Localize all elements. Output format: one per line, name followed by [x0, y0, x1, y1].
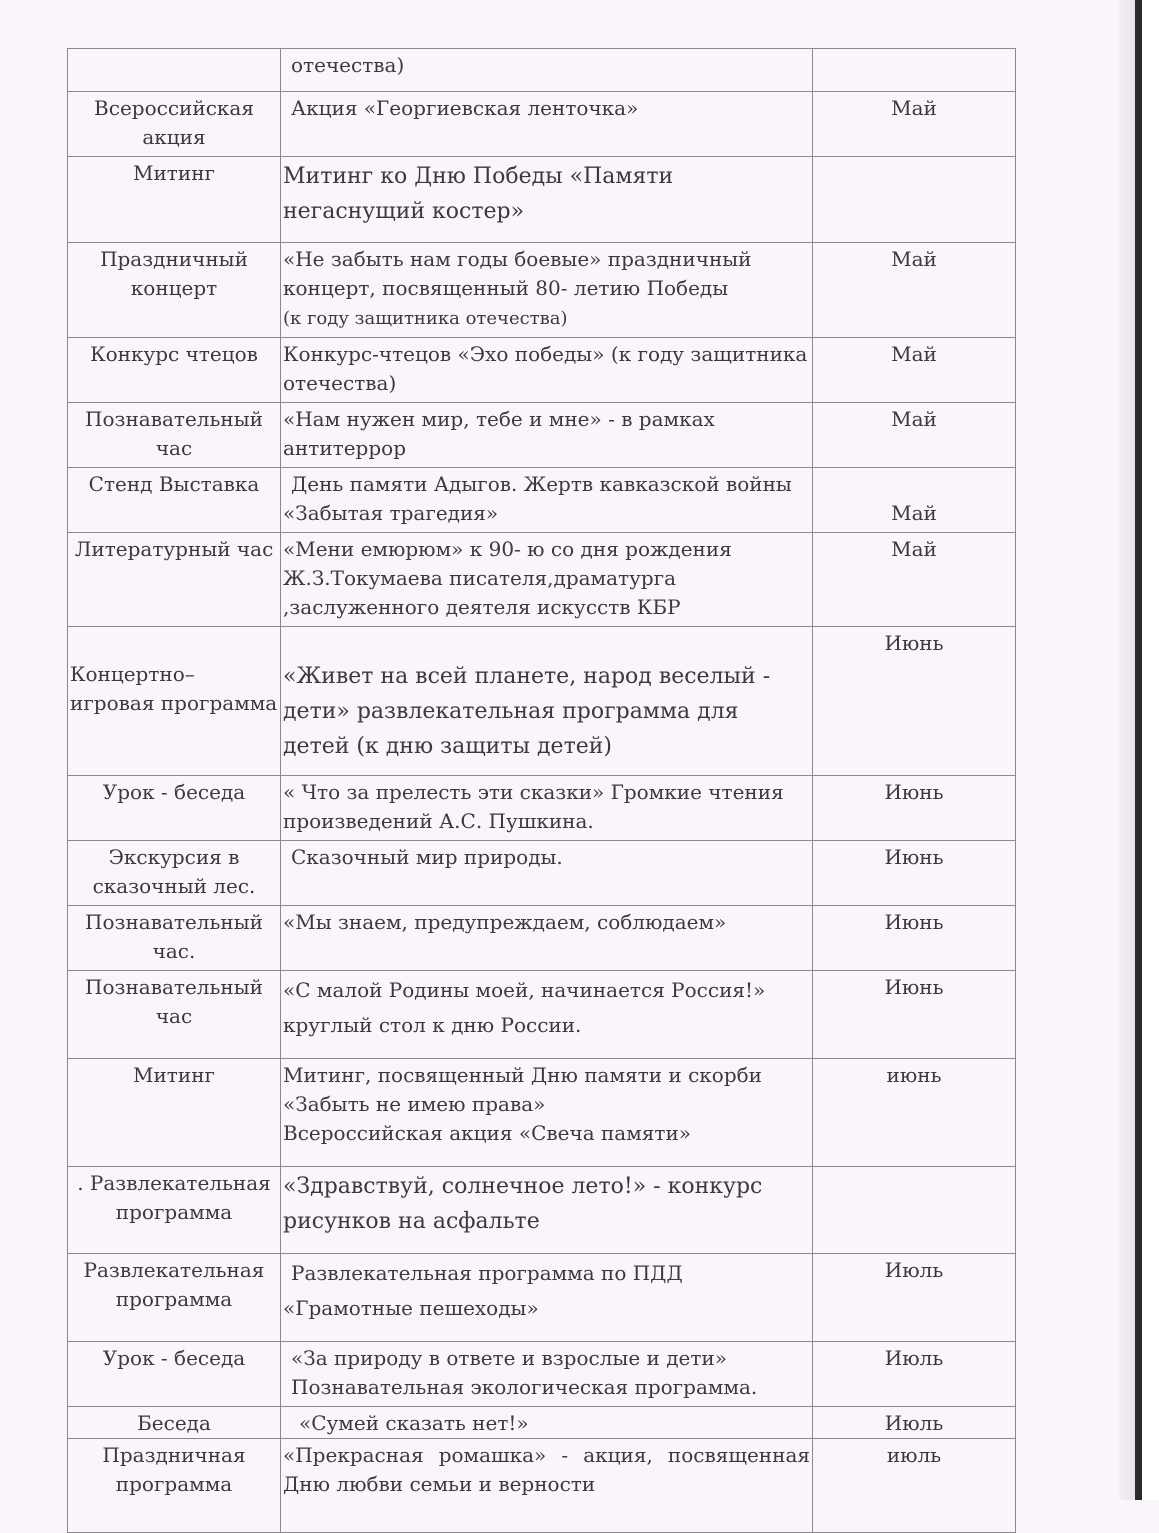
table-row: [68, 243, 1016, 338]
event-title-cell: День памяти Адыгов. Жертв кавказской войны «Забытая трагедия»: [281, 468, 813, 533]
event-date-cell: Май: [813, 92, 1016, 157]
event-title-cell: «Прекрасная ромашка» - акция, посвященная Дню любви семьи и верности: [281, 1439, 813, 1533]
event-title-cell: Конкурс-чтецов «Эхо победы» (к году защитника отечества): [281, 338, 813, 403]
table-row: [68, 1342, 1016, 1407]
table-row: [68, 92, 1016, 157]
event-type-cell: Праздничный концерт: [68, 243, 281, 338]
event-title-cell: «Сумей сказать нет!»: [281, 1407, 813, 1439]
page-edge: [1119, 0, 1159, 1500]
event-title-cell: «Живет на всей планете, народ веселый - дети» развлекательная программа для детей (к дню защиты детей): [281, 627, 813, 776]
event-type-cell: Беседа: [68, 1407, 281, 1439]
table-row: [68, 1439, 1016, 1533]
event-title-cell: Митинг, посвященный Дню памяти и скорби «Забыть не имею права» Всероссийская акция «Свеча памяти»: [281, 1059, 813, 1167]
event-date-cell: Июль: [813, 1342, 1016, 1407]
event-title-cell: «Здравствуй, солнечное лето!» - конкурс рисунков на асфальте: [281, 1167, 813, 1254]
event-title-cell: отечества): [281, 49, 813, 92]
table-row: [68, 468, 1016, 533]
events-table: [67, 48, 1016, 1533]
event-date-cell: Май: [813, 243, 1016, 338]
event-type-cell: Концертно–игровая программа: [68, 627, 281, 776]
event-date-cell: Май: [813, 468, 1016, 533]
table-row: [68, 1407, 1016, 1439]
event-date-cell: Июнь: [813, 971, 1016, 1059]
event-type-cell: Познавательный час.: [68, 906, 281, 971]
event-date-cell: [813, 157, 1016, 243]
table-row: [68, 403, 1016, 468]
event-type-cell: Развлекательная программа: [68, 1254, 281, 1342]
table-row: [68, 338, 1016, 403]
table-row: [68, 776, 1016, 841]
table-row: [68, 49, 1016, 92]
event-title-cell: «Мы знаем, предупреждаем, соблюдаем»: [281, 906, 813, 971]
event-title-cell: «Не забыть нам годы боевые» праздничный концерт, посвященный 80- летию Победы (к году защитника отечества): [281, 243, 813, 338]
event-date-cell: Май: [813, 533, 1016, 627]
event-title-cell: Развлекательная программа по ПДД «Грамотные пешеходы»: [281, 1254, 813, 1342]
event-date-cell: июнь: [813, 1059, 1016, 1167]
event-date-cell: Июнь: [813, 906, 1016, 971]
event-type-cell: Познавательный час: [68, 971, 281, 1059]
event-title-cell: «За природу в ответе и взрослые и дети» Познавательная экологическая программа.: [281, 1342, 813, 1407]
event-date-cell: Июнь: [813, 627, 1016, 776]
event-type-cell: Митинг: [68, 1059, 281, 1167]
table-row: [68, 906, 1016, 971]
event-title-cell: «С малой Родины моей, начинается Россия!» круглый стол к дню России.: [281, 971, 813, 1059]
event-type-cell: [68, 49, 281, 92]
event-date-cell: [813, 49, 1016, 92]
event-title-cell: Сказочный мир природы.: [281, 841, 813, 906]
event-date-cell: Июнь: [813, 776, 1016, 841]
table-row: [68, 1167, 1016, 1254]
event-type-cell: Экскурсия в сказочный лес.: [68, 841, 281, 906]
event-date-cell: Май: [813, 403, 1016, 468]
event-type-cell: Литературный час: [68, 533, 281, 627]
table-row: [68, 1254, 1016, 1342]
event-title-cell: «Нам нужен мир, тебе и мне» - в рамках антитеррор: [281, 403, 813, 468]
table-row: [68, 841, 1016, 906]
table-row: [68, 627, 1016, 776]
event-date-cell: Июль: [813, 1407, 1016, 1439]
table-row: [68, 1059, 1016, 1167]
event-date-cell: [813, 1167, 1016, 1254]
event-type-cell: Всероссийская акция: [68, 92, 281, 157]
event-date-cell: июль: [813, 1439, 1016, 1533]
event-title-cell: Митинг ко Дню Победы «Памяти негаснущий костер»: [281, 157, 813, 243]
event-type-cell: Митинг: [68, 157, 281, 243]
event-type-cell: Познавательный час: [68, 403, 281, 468]
event-title-cell: «Мени емюрюм» к 90- ю со дня рождения Ж.З.Токумаева писателя,драматурга ,заслуженного деятеля искусств КБР: [281, 533, 813, 627]
table-row: [68, 157, 1016, 243]
event-type-cell: Урок - беседа: [68, 1342, 281, 1407]
event-type-cell: Стенд Выставка: [68, 468, 281, 533]
table-row: [68, 971, 1016, 1059]
event-date-cell: Май: [813, 338, 1016, 403]
page-edge-shadow: [1135, 0, 1142, 1500]
event-date-cell: Июнь: [813, 841, 1016, 906]
event-type-cell: Конкурс чтецов: [68, 338, 281, 403]
event-type-cell: Праздничная программа: [68, 1439, 281, 1533]
table-row: [68, 533, 1016, 627]
event-title-cell: « Что за прелесть эти сказки» Громкие чтения произведений А.С. Пушкина.: [281, 776, 813, 841]
event-date-cell: Июль: [813, 1254, 1016, 1342]
event-title-cell: Акция «Георгиевская ленточка»: [281, 92, 813, 157]
event-type-cell: Урок - беседа: [68, 776, 281, 841]
event-type-cell: . Развлекательная программа: [68, 1167, 281, 1254]
